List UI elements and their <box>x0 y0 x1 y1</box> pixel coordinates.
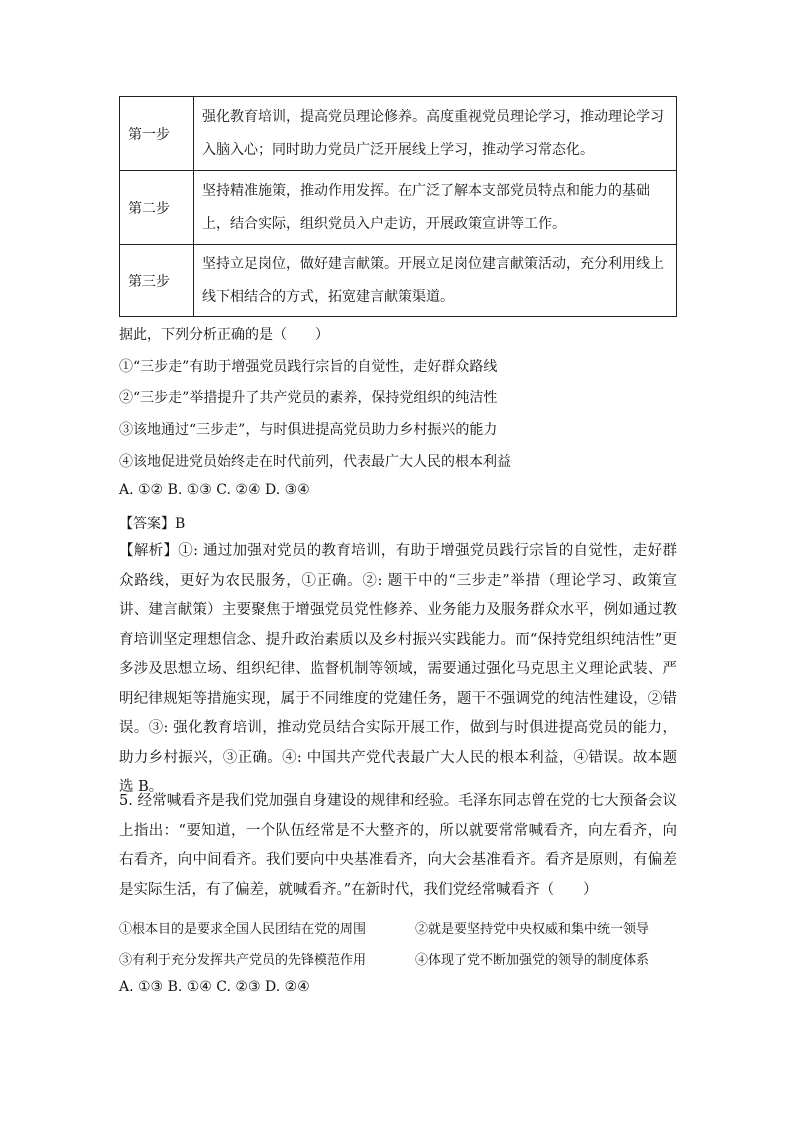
question-5-stem: 5. 经常喊看齐是我们党加强自身建设的规律和经验。毛泽东同志曾在党的七大预备会议上指出：“要知道，一个队伍经常是不大整齐的，所以就要常常喊看齐，向左看齐，向右看齐，向中间看齐。我们要向中央基准看齐，向大会基准看齐。看齐是原则，有偏差是实际生活，有了偏差，就喊看齐。”在新时代，我们党经常喊看齐（ ） <box>119 793 677 898</box>
q5-option-1: ①根本目的是要求全国人民团结在党的周围 <box>119 922 367 937</box>
option-4: ④该地促进党员始终走在时代前列，代表最广大人民的根本利益 <box>119 454 511 470</box>
option-3: ③该地通过“三步走”，与时俱进提高党员助力乡村振兴的能力 <box>119 422 498 438</box>
q5-option-4: ④体现了党不断加强党的领导的制度体系 <box>415 953 650 968</box>
q5-option-2: ②就是要坚持党中央权威和集中统一领导 <box>415 922 650 937</box>
step-label: 第一步 <box>120 97 194 171</box>
option-1: ①“三步走”有助于增强党员践行宗旨的自觉性，走好群众路线 <box>119 359 498 375</box>
step-description: 坚持精准施策，推动作用发挥。在广泛了解本支部党员特点和能力的基础上，结合实际，组织党员入户走访，开展政策宣讲等工作。 <box>194 171 677 245</box>
step-description: 坚持立足岗位，做好建言献策。开展立足岗位建言献策活动，充分利用线上线下相结合的方式，拓宽建言献策渠道。 <box>194 245 677 317</box>
question-prompt: 据此，下列分析正确的是（ ） <box>119 327 329 343</box>
table-row <box>120 245 677 317</box>
steps-table <box>119 96 677 317</box>
step-label: 第二步 <box>120 171 194 245</box>
step-label: 第三步 <box>120 245 194 317</box>
answer: 【答案】B <box>119 516 186 532</box>
step-description: 强化教育培训，提高党员理论修养。高度重视党员理论学习，推动理论学习入脑入心；同时助力党员广泛开展线上学习，推动学习常态化。 <box>194 97 677 171</box>
answer-choices: A. ①② B. ①③ C. ②④ D. ③④ <box>119 482 310 498</box>
table-row <box>120 171 677 245</box>
analysis-text: 【解析】①: 通过加强对党员的教育培训，有助于增强党员践行宗旨的自觉性，走好群众路线，更好为农民服务，①正确。②: 题干中的“三步走”举措（理论学习、政策宣讲、建言献策）主要聚焦于增强党员党性修养、业务能力及服务群众水平，例如通过教育培训坚定理想信念、提升政治素质以及乡村振兴实践能力。而“保持党组织纯洁性”更多涉及思想立场、组织纪律、监督机制等领域，需要通过强化马克思主义理论武装、严明纪律规矩等措施实现，属于不同维度的党建任务，题干不强调党的纯洁性建设，②错误。③: 强化教育培训，推动党员结合实际开展工作，做到与时俱进提高党员的能力，助力乡村振兴，③正确。④: 中国共产党代表最广大人民的根本利益，④错误。故本题选 B。 <box>119 543 677 795</box>
option-2: ②“三步走”举措提升了共产党员的素养，保持党组织的纯洁性 <box>119 390 498 406</box>
q5-answer-choices: A. ①③ B. ①④ C. ②③ D. ②④ <box>119 979 310 995</box>
q5-option-3: ③有利于充分发挥共产党员的先锋模范作用 <box>119 953 367 968</box>
table-row <box>120 97 677 171</box>
